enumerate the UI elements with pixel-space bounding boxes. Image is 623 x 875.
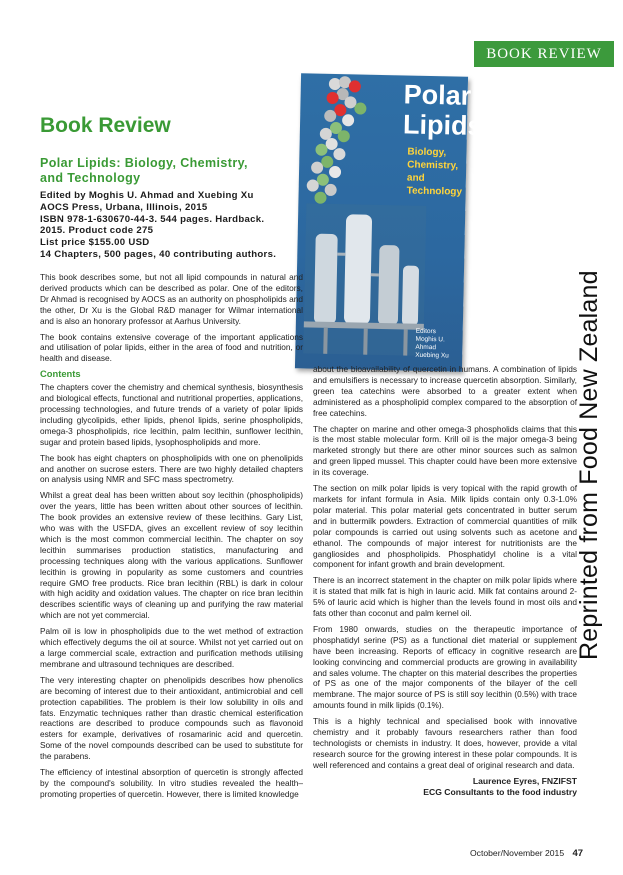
- meta-product-code: 2015. Product code 275: [40, 225, 154, 237]
- cover-title-line-2: Lipids: [402, 109, 483, 142]
- right-paragraph-3: The section on milk polar lipids is very topical with the rapid growth of markets for infant formula in Asia. Milk lipids contain only 0.3-1.0% polar material. This polar material gets concentrated in butter serum and in buttermilk powders. Extraction of commercial quantities of milk polar compounds is carried out using solvents such as acetone and ethanol. The compounds of major interest for nutritionists are the gangliosides and phospholipids. Phosphatidyl choline is a vital component for infant growth and brain development.: [313, 483, 577, 570]
- cover-editor-2: Xuebing Xu: [415, 351, 449, 360]
- left-paragraph-6: The efficiency of intestinal absorption of quercetin is strongly affected by the compound's solubility. In vitro studies revealed the health–promoting properties of quercetin. However, there is limited knowledge: [40, 767, 303, 799]
- processing-plant-illustration: [303, 203, 426, 355]
- cover-editors-label: Editors: [415, 327, 437, 336]
- cover-editor-1: Moghis U. Ahmad: [415, 335, 445, 352]
- cover-subtitle-line-2: Chemistry,: [407, 159, 459, 172]
- left-paragraph-1: The chapters cover the chemistry and chemical synthesis, biosynthesis and biological effects, functional and nutritional properties, applications, processing technologies, and future trends of a variety of polar lipids including glycolipids, ether lipids, phenol lipids, serine phospholipids, omega-3 phospholipids, rice lecithin, palm lecithin, sunflower lecithin, sugar and protein based lipids, lysophospholipids and more.: [40, 382, 303, 447]
- cover-subtitle: [407, 146, 470, 199]
- right-paragraph-1: about the bioavailability of quercetin in humans. A combination of lipids and emulsifiers is necessary to increase quercetin absorption. Similarly, green tea catechins were absorbed to a greater extent when administered as a phospholipid complex compared to the absorption of free catechins.: [313, 364, 577, 418]
- book-review-badge: BOOK REVIEW: [474, 41, 614, 67]
- right-column: [313, 364, 577, 798]
- right-paragraph-5: From 1980 onwards, studies on the therapeutic importance of phosphatidyl serine (PS) as a functional diet material or supplement have been increasing. Reports of efficacy in cognitive research are looking convincing and commercial products are growing in availability and sales volume. The chapter on this material describes the properties of PS as one of the major components of the bilayer of the cell membrane. The major source of PS is still soy lecithin (0.5%) with trace amounts found in milk lipids (0.1%).: [313, 623, 577, 711]
- molecule-illustration: [302, 73, 395, 215]
- meta-editors: Edited by Moghis U. Ahmad and Xuebing Xu: [40, 190, 254, 201]
- section-title: Book Review: [40, 114, 171, 137]
- cover-subtitle-line-1: Biology,: [407, 146, 447, 159]
- contents-heading: Contents: [40, 368, 81, 380]
- right-paragraph-2: The chapter on marine and other omega-3 phospholids claims that this is the most stable molecular form. Krill oil is the major omega-3 being marketed strongly but there are other minor sources such as salmon and green lipped mussel. This chapter could have been more extensive in its coverage.: [313, 423, 577, 478]
- left-column: [40, 272, 303, 805]
- left-paragraph-5: The very interesting chapter on phenolipids describes how phenolics are becoming of interest due to their antioxidant, antimicrobial and cell protection capabilities. The problem is their low solubility in oils and fats. Enzymatic techniques rather than drastic chemical esterification reactions are described to produce compounds such as flavonoid esters for example, derivatives of rosamarinic acid and quercetin. Some of the novel compounds described can be used to substitute for the parabens.: [40, 674, 303, 762]
- page-footer: [470, 848, 583, 859]
- meta-price: List price $155.00 USD: [40, 237, 150, 249]
- intro-paragraph-1: This book describes some, but not all lipid compounds in natural and derived products which can be described as polar. One of the editors, Dr Ahmad is recognised by AOCS as an authority on phospholipids and the other, Dr Xu is the Global R&D manager for Wilmar international and is also an honorary professor at Aarhus University.: [40, 272, 303, 326]
- cover-title-line-1: Polar: [403, 79, 472, 111]
- book-title-line-2: and Technology: [40, 171, 141, 185]
- issue-date: October/November 2015: [470, 848, 565, 858]
- page-number: 47: [572, 848, 584, 859]
- meta-isbn: ISBN 978-1-630670-44-3. 544 pages. Hardback.: [40, 213, 265, 225]
- left-paragraph-2: The book has eight chapters on phospholipids with one on phenolipids and another on sucrose esters. There are two highly detailed chapters on analysis using NMR and SFC mass spectrometry.: [40, 452, 303, 485]
- book-title-line-1: Polar Lipids: Biology, Chemistry,: [40, 156, 248, 170]
- right-paragraph-6: This is a highly technical and specialised book with innovative chemistry and it probably favours researchers rather than food technologists or chemists in industry. It does, however, provide a vital research source for the growing interest in these polar compounds. It is well referenced and contains a great deal of original research and data.: [313, 716, 577, 770]
- book-title: [40, 156, 290, 186]
- cover-subtitle-line-3: and Technology: [406, 172, 463, 198]
- reviewer-affiliation: ECG Consultants to the food industry: [423, 786, 577, 797]
- book-metadata: [40, 190, 310, 261]
- reviewer-name: Laurence Eyres, FNZIFST: [472, 775, 577, 786]
- meta-chapters: 14 Chapters, 500 pages, 40 contributing authors.: [40, 248, 277, 260]
- meta-publisher: AOCS Press, Urbana, Illinois, 2015: [40, 201, 208, 213]
- intro-paragraph-2: The book contains extensive coverage of the important applications and utilisation of polar lipids, either in the area of food and nutrition, or health and disease.: [40, 331, 303, 364]
- cover-title: [402, 79, 483, 142]
- left-paragraph-3: Whilst a great deal has been written about soy lecithin (phospholipids) over the years, little has been written about other sources of lecithin. The book provides an extensive review of these lecithins. Gary List, who was with the USFDA, gives an excellent review of soy lecithin which is the most common commercial lecithin. The chapter on soy lecithin summarises production statistics, manufacturing and processing techniques along with the various applications. Sunflower lecithin is growing in popularity as some customers and countries require GMO free products. Rice bran lecithin (RBL) is dark in colour with high acidity and oxidation values. The chapter on rice bran lecithin describes scientific ways of cleaning up and purifying the raw material which are not yet commercial.: [40, 490, 303, 621]
- book-cover: [295, 73, 483, 371]
- reprint-notice: Reprinted from Food New Zealand: [575, 270, 603, 660]
- cover-editors: [415, 328, 466, 361]
- left-paragraph-4: Palm oil is low in phospholipids due to the wet method of extraction which effectively degums the oil at source. Whilst not yet carried out on a large commercial scale, extraction and purification methods utilising membrane and ultrasound techniques are described.: [40, 626, 303, 669]
- right-paragraph-4: There is an incorrect statement in the chapter on milk polar lipids where it is stated that milk fat is high in lauric acid. Milk fat contains around 2-5% of lauric acid which is higher than the levels found in most oils and fats other than coconut and palm kernel oil.: [313, 575, 577, 619]
